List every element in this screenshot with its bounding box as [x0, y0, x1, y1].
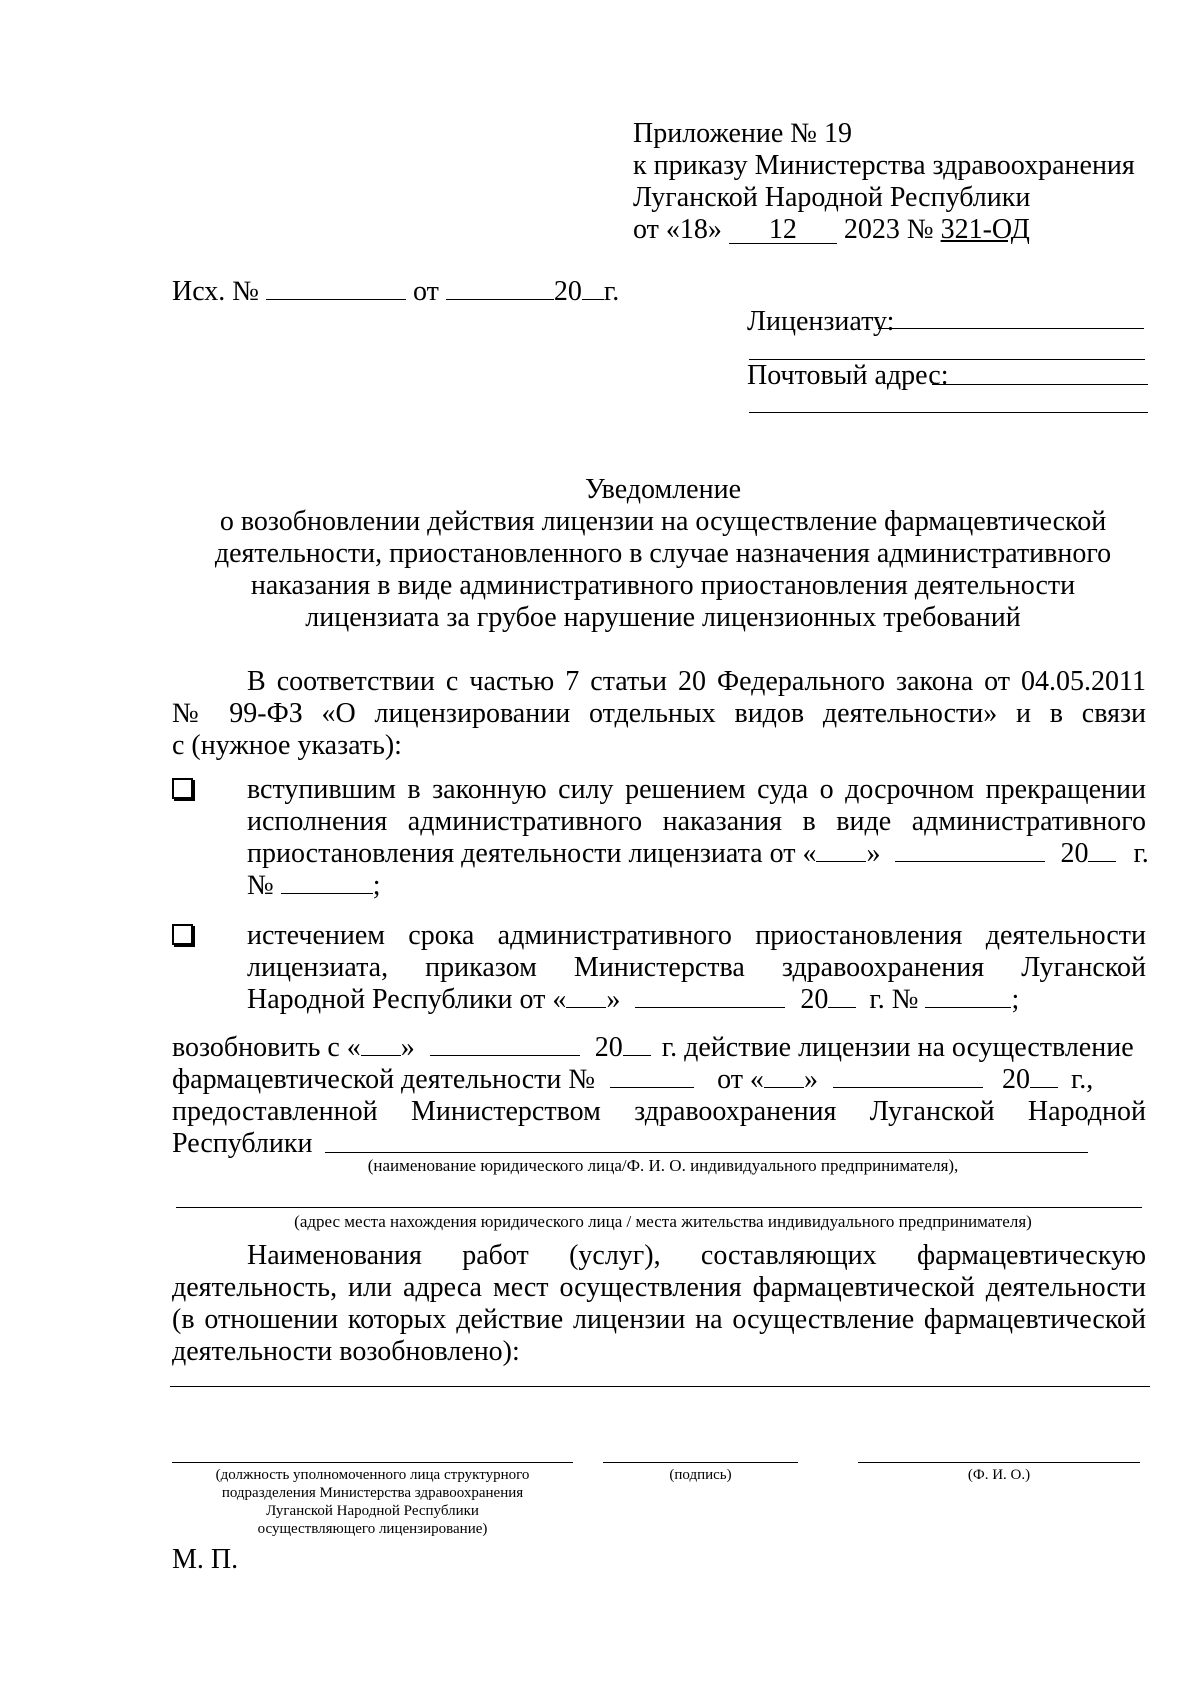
signature-field[interactable]: [603, 1462, 798, 1463]
resume-from-label: возобновить с «: [172, 1032, 361, 1063]
outgoing-date-field[interactable]: [446, 277, 554, 300]
option1-line3: [247, 838, 1149, 870]
notice-title-line3: наказания в виде административного приостановления деятельности: [250, 570, 1076, 601]
appendix-order-ref: к приказу Министерства здравоохранения: [633, 150, 1135, 181]
full-name-field[interactable]: [858, 1462, 1140, 1463]
option1-no-field[interactable]: [281, 871, 373, 894]
resume-license-year-suffix: г.,: [1070, 1064, 1094, 1095]
option2-no-field[interactable]: [925, 985, 1011, 1008]
option1-month-field[interactable]: [895, 839, 1045, 862]
appendix-date-year: 2023 №: [843, 214, 934, 245]
option1-checkbox[interactable]: [172, 778, 193, 799]
notice-title-line1: о возобновлении действия лицензии на осуществление фармацевтической: [219, 506, 1107, 537]
option2-quote-close: »: [606, 984, 621, 1015]
entity-name-caption: (наименование юридического лица/Ф. И. О. индивидуального предпринимателя),: [367, 1156, 959, 1175]
option2-year-prefix: 20: [800, 984, 829, 1015]
outgoing-year-suffix: г.: [603, 276, 620, 307]
licensee-field[interactable]: [878, 328, 1144, 329]
resume-license-month-field[interactable]: [833, 1065, 983, 1088]
option1-line1: вступившим в законную силу решением суда о досрочном прекращении: [247, 774, 1146, 805]
position-caption-line3: Луганской Народной Республики: [266, 1503, 479, 1519]
position-caption-line1: (должность уполномоченного лица структурного: [215, 1467, 530, 1483]
resume-line2: [172, 1064, 1093, 1096]
option1-semicolon: ;: [372, 870, 381, 901]
signature-caption: (подпись): [669, 1467, 732, 1483]
option1-line3-text: приостановления деятельности лицензиата от «: [247, 838, 817, 869]
resume-year-field[interactable]: [623, 1033, 651, 1056]
option2-line3-text: Народной Республики от «: [247, 984, 567, 1015]
resume-line1-text: г. действие лицензии на осуществление: [661, 1032, 1134, 1063]
entity-name-field[interactable]: [325, 1152, 1088, 1153]
option1-year-prefix: 20: [1060, 838, 1089, 869]
option2-no-label: г. №: [869, 984, 919, 1015]
appendix-order-number: 321-ОД: [940, 214, 1030, 245]
stamp-place: М. П.: [172, 1544, 239, 1575]
works-line2: деятельность, или адреса мест осуществления фармацевтической деятельности: [172, 1272, 1146, 1303]
resume-line4: Республики: [172, 1128, 313, 1159]
outgoing-year: 20: [553, 276, 582, 307]
entity-address-field[interactable]: [176, 1207, 1142, 1208]
works-line3: (в отношении которых действие лицензии на осуществление фармацевтической: [172, 1304, 1146, 1335]
appendix-date-line: [633, 214, 1030, 246]
postal-address-field[interactable]: [932, 384, 1148, 385]
appendix-date-prefix: от «18»: [633, 214, 722, 245]
resume-license-year-prefix: 20: [1001, 1064, 1030, 1095]
resume-license-year-field[interactable]: [1030, 1065, 1058, 1088]
intro-line2: № 99-ФЗ «О лицензировании отдельных видов деятельности» и в связи: [172, 698, 1146, 729]
option2-day-field[interactable]: [566, 985, 606, 1008]
position-caption-line4: осуществляющего лицензирование): [257, 1521, 488, 1537]
resume-license-no-label: фармацевтической деятельности №: [172, 1064, 596, 1095]
option1-line2: исполнения административного наказания в виде административного: [247, 806, 1146, 837]
option2-month-field[interactable]: [635, 985, 785, 1008]
option2-year-field[interactable]: [828, 985, 856, 1008]
option1-year-field[interactable]: [1088, 839, 1116, 862]
outgoing-from: от: [413, 276, 439, 307]
intro-line3: с (нужное указать):: [172, 730, 402, 761]
resume-license-from: от «: [717, 1064, 764, 1095]
outgoing-number-field[interactable]: [266, 277, 406, 300]
option2-line2: лицензиата, приказом Министерства здравоохранения Луганской: [247, 952, 1146, 983]
position-caption-line2: подразделения Министерства здравоохранения: [221, 1485, 524, 1501]
entity-address-caption: (адрес места нахождения юридического лица / места жительства индивидуального предпринимателя): [294, 1212, 1032, 1231]
notice-title-line2: деятельности, приостановленного в случае назначения административного: [214, 538, 1112, 569]
appendix-number: Приложение № 19: [633, 118, 852, 149]
resume-license-no-field[interactable]: [610, 1065, 694, 1088]
option1-quote-close: »: [866, 838, 881, 869]
option2-line1: истечением срока административного приостановления деятельности: [247, 920, 1146, 951]
works-field[interactable]: [170, 1386, 1150, 1387]
resume-license-day-field[interactable]: [764, 1065, 804, 1088]
works-line1: Наименования работ (услуг), составляющих фармацевтическую: [247, 1240, 1146, 1271]
postal-address-field-line2[interactable]: [749, 412, 1148, 413]
full-name-caption: (Ф. И. О.): [967, 1467, 1031, 1483]
resume-year-prefix: 20: [594, 1032, 623, 1063]
option2-line3: [247, 984, 1019, 1016]
option2-semicolon: ;: [1011, 984, 1020, 1015]
position-field[interactable]: [172, 1462, 573, 1463]
option1-year-suffix: г.: [1133, 838, 1149, 869]
resume-month-field[interactable]: [430, 1033, 580, 1056]
outgoing-label: Исх. №: [172, 276, 259, 307]
appendix-date-month: 12: [729, 217, 837, 244]
intro-line1: В соответствии с частью 7 статьи 20 Федерального закона от 04.05.2011: [247, 666, 1146, 697]
outgoing-year-field[interactable]: [582, 277, 604, 300]
notice-heading: Уведомление: [584, 474, 741, 505]
option2-checkbox[interactable]: [172, 924, 193, 945]
notice-title-line4: лицензиата за грубое нарушение лицензионных требований: [305, 602, 1021, 633]
resume-day-field[interactable]: [361, 1033, 401, 1056]
resume-line3: предоставленной Министерством здравоохранения Луганской Народной: [172, 1096, 1146, 1127]
appendix-republic: Луганской Народной Республики: [633, 182, 1031, 213]
licensee-label: Лицензиату:: [747, 306, 895, 337]
works-line4: деятельности возобновлено):: [172, 1336, 520, 1367]
resume-quote-close: »: [400, 1032, 415, 1063]
postal-address-label: Почтовый адрес:: [747, 360, 949, 391]
outgoing-line: [172, 276, 619, 308]
resume-line1: [172, 1032, 1134, 1064]
option1-line4: [247, 870, 381, 902]
option1-no-label: №: [247, 870, 274, 901]
option1-day-field[interactable]: [816, 839, 866, 862]
resume-license-quote-close: »: [803, 1064, 818, 1095]
